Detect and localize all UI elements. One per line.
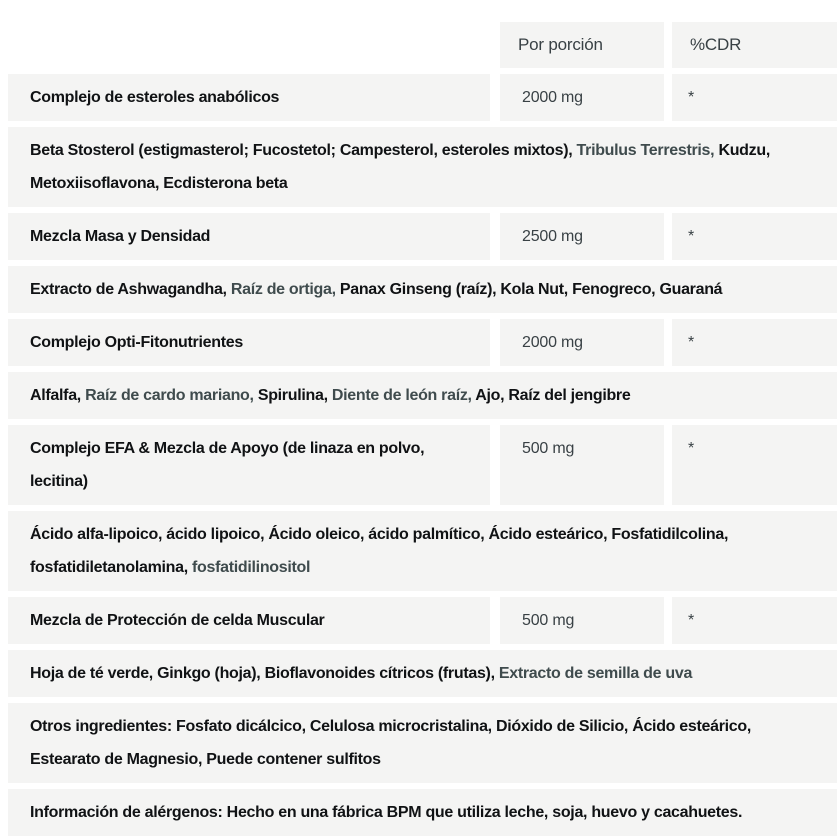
- nutrient-cdr: *: [672, 213, 837, 260]
- ingredient-segment: Spirulina,: [253, 387, 332, 404]
- nutrient-row: [8, 597, 837, 644]
- ingredient-text: [8, 372, 837, 419]
- nutrient-label: Complejo Opti-Fitonutrientes: [8, 319, 490, 366]
- nutrient-label: Mezcla de Protección de celda Muscular: [8, 597, 490, 644]
- ingredient-list-row: [8, 789, 837, 836]
- ingredient-text: [8, 511, 837, 591]
- nutrient-amount: 500 mg: [500, 425, 664, 505]
- nutrient-row: [8, 319, 837, 366]
- ingredient-segment: Extracto de Ashwagandha,: [30, 281, 231, 298]
- ingredient-segment: Beta Stosterol (estigmasterol; Fucostetol; Campesterol, esteroles mixtos),: [30, 142, 577, 159]
- ingredient-list-row: [8, 703, 837, 783]
- ingredient-segment: Kudzu, Metoxiisoflavona, Ecdisterona beta: [30, 142, 770, 192]
- ingredient-list-row: [8, 372, 837, 419]
- ingredient-list-row: [8, 266, 837, 313]
- ingredient-text: [8, 266, 837, 313]
- ingredient-segment: Ácido alfa-lipoico, ácido lipoico, Ácido oleico, ácido palmítico, Ácido esteárico, Fosfatidilcolina, fosfatidiletanolamina,: [30, 526, 729, 576]
- nutrient-amount: 500 mg: [500, 597, 664, 644]
- ingredient-segment: Tribulus Terrestris,: [576, 142, 715, 159]
- table-header-row: [8, 22, 837, 68]
- ingredient-segment: Hoja de té verde, Ginkgo (hoja), Bioflavonoides cítricos (frutas),: [30, 665, 499, 682]
- nutrient-cdr: *: [672, 597, 837, 644]
- ingredient-segment: fosfatidilinositol: [192, 559, 311, 576]
- ingredient-segment: Raíz de ortiga,: [230, 281, 336, 298]
- nutrient-row: [8, 213, 837, 260]
- ingredient-text: [8, 650, 837, 697]
- nutrient-cdr: *: [672, 319, 837, 366]
- ingredient-segment: Alfalfa,: [30, 387, 86, 404]
- ingredient-list-row: [8, 511, 837, 591]
- ingredient-segment: Otros ingredientes: Fosfato dicálcico, Celulosa microcristalina, Dióxido de Silicio, Ácido esteárico, Estearato de Magnesio, Puede contener sulfitos: [30, 718, 752, 768]
- ingredient-segment: Diente de león raíz,: [331, 387, 472, 404]
- nutrient-cdr: *: [672, 425, 837, 505]
- nutrient-label: Complejo de esteroles anabólicos: [8, 74, 490, 121]
- ingredient-segment: Información de alérgenos: Hecho en una fábrica BPM que utiliza leche, soja, huevo y cacahuetes.: [30, 804, 743, 821]
- nutrient-amount: 2000 mg: [500, 319, 664, 366]
- ingredient-list-row: [8, 650, 837, 697]
- ingredient-segment: Ajo, Raíz del jengibre: [471, 387, 631, 404]
- ingredient-text: [8, 127, 837, 207]
- nutrient-label: Complejo EFA & Mezcla de Apoyo (de linaza en polvo, lecitina): [8, 425, 490, 505]
- nutrient-label: Mezcla Masa y Densidad: [8, 213, 490, 260]
- ingredient-list-row: [8, 127, 837, 207]
- table-body: [8, 74, 837, 836]
- nutrient-row: [8, 74, 837, 121]
- header-spacer: [8, 22, 500, 68]
- nutrient-cdr: *: [672, 74, 837, 121]
- header-column-por-porcion: Por porción: [500, 22, 664, 68]
- nutrient-row: [8, 425, 837, 505]
- nutrient-amount: 2000 mg: [500, 74, 664, 121]
- nutrient-amount: 2500 mg: [500, 213, 664, 260]
- ingredient-text: [8, 703, 837, 783]
- ingredient-segment: Raíz de cardo mariano,: [85, 387, 254, 404]
- ingredient-segment: Panax Ginseng (raíz), Kola Nut, Fenogreco, Guaraná: [335, 281, 723, 298]
- ingredient-text: [8, 789, 837, 836]
- header-column-cdr: %CDR: [672, 22, 837, 68]
- ingredient-segment: Extracto de semilla de uva: [498, 665, 693, 682]
